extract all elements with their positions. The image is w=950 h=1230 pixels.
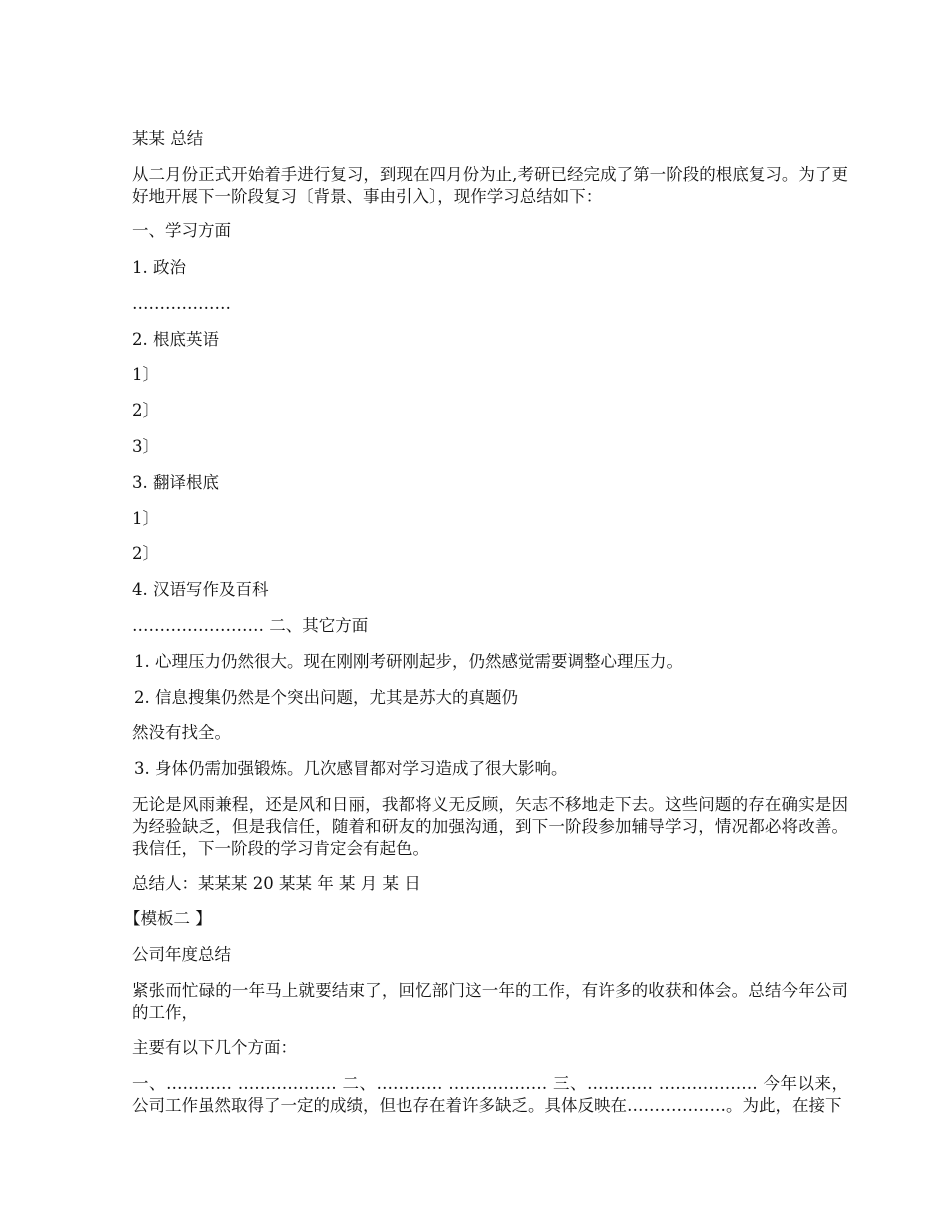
sub-item: 1〕 [132, 365, 159, 384]
sub-item: 2〕 [132, 544, 159, 563]
intro-paragraph [112, 164, 848, 208]
ellipsis-line: ……………… [132, 294, 231, 313]
intro-text: 从二月份正式开始着手进行复习，到现在四月份为止,考研已经完成了第一阶段的根底复习。为了更好地开展下一阶段复习〔背景、事由引入〕，现作学习总结如下： [132, 165, 848, 206]
aspects-line: 主要有以下几个方面： [132, 1038, 297, 1057]
closing-paragraph [112, 794, 848, 860]
item-politics: 1. 政治 [132, 258, 186, 277]
other-item-stress: 1. 心理压力仍然很大。现在刚刚考研刚起步，仍然感觉需要调整心理压力。 [134, 652, 683, 671]
aspects-list-paragraph [112, 1073, 848, 1117]
section-heading-study: 一、学习方面 [132, 221, 231, 240]
template-heading: 【模板二 】 [124, 909, 212, 928]
section-heading-other: …………………… 二、其它方面 [132, 616, 369, 635]
company-intro-text: 紧张而忙碌的一年马上就要结束了，回忆部门这一年的工作，有许多的收获和体会。总结今年公司的工作， [132, 981, 848, 1022]
sub-item: 1〕 [132, 509, 159, 528]
signature: 总结人：某某某 20 某某 年 某 月 某 日 [132, 874, 421, 893]
company-intro-paragraph [112, 980, 848, 1024]
aspects-list-text: 一、………… ……………… 二、………… ……………… 三、………… ……………… 今年以来，公司工作虽然取得了一定的成绩，但也存在着许多缺乏。具体反映在………………。为此，在接下 [132, 1074, 848, 1115]
item-translation: 3. 翻译根底 [132, 473, 219, 492]
company-summary-title: 公司年度总结 [132, 945, 231, 964]
other-item-info-cont: 然没有找全。 [132, 723, 231, 742]
sub-item: 3〕 [132, 437, 159, 456]
other-item-health: 3. 身体仍需加强锻炼。几次感冒都对学习造成了很大影响。 [134, 759, 568, 778]
item-english: 2. 根底英语 [132, 330, 219, 349]
closing-text: 无论是风雨兼程，还是风和日丽，我都将义无反顾，矢志不移地走下去。这些问题的存在确实是因为经验缺乏，但是我信任，随着和研友的加强沟通，到下一阶段参加辅导学习，情况都必将改善。我信任，下一阶段的学习肯定会有起色。 [132, 795, 848, 858]
sub-item: 2〕 [132, 401, 159, 420]
other-item-info: 2. 信息搜集仍然是个突出问题，尤其是苏大的真题仍 [134, 688, 518, 707]
doc-title: 某某 总结 [132, 129, 204, 148]
item-writing: 4. 汉语写作及百科 [132, 580, 269, 599]
